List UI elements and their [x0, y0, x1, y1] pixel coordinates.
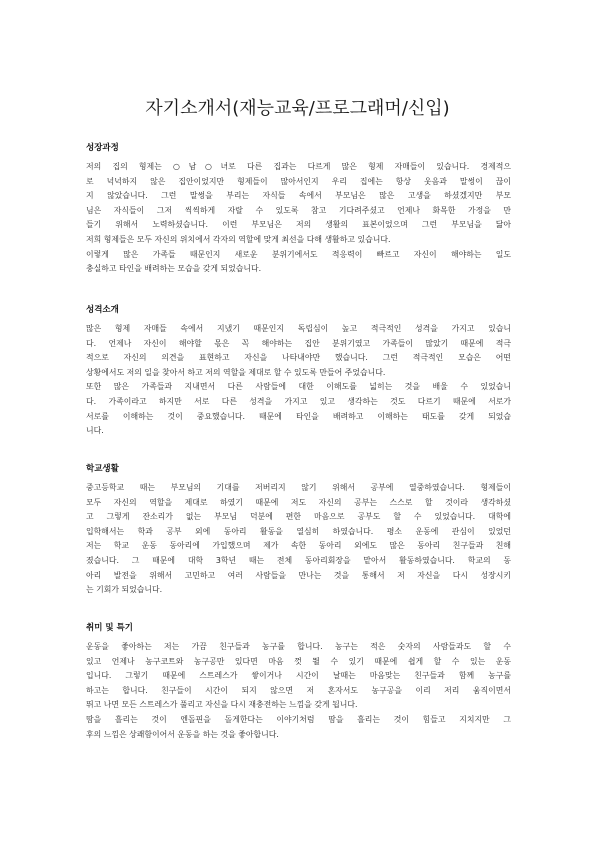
section-body-hobby [86, 640, 511, 742]
section-body-school [86, 481, 511, 598]
section-school-life [86, 463, 511, 598]
paragraph-line: 모두 자신의 역할을 제대로 하였기 때문에 저도 자신의 공부는 스스로 할 것이라 생각하셨 [86, 497, 511, 507]
paragraph-line: 지 않았습니다. 그런 말썽을 부리는 자식들 속에서 부모님은 많은 고생을 하셨겠지만 부모 [86, 191, 511, 201]
paragraph-line: 아리 발전을 위해서 고민하고 여러 사람들을 만나는 것을 통해서 저 자신을 다시 성장시키 [86, 570, 511, 580]
paragraph-line: 고 그렇게 잔소리가 없는 부모님 덕분에 편한 마음으로 공부도 할 수 있었습니다. 대학에 [86, 512, 511, 522]
paragraph-line: 저의 집의 형제는 ○남○녀로 다른 집과는 다르게 많은 형제 자매들이 있습니다. 경제적으 [86, 162, 511, 171]
paragraph-line: 중고등학교 때는 부모님의 기대를 저버리지 않기 위해서 공부에 열중하였습니다. 형제들이 [86, 483, 511, 492]
paragraph-line: 또한 많은 가족들과 지내면서 다른 사람들에 대한 이해도를 넓히는 것을 배울 수 있었습니 [86, 382, 511, 392]
paragraph-line: 졌습니다. 그 때문에 대학 3학년 때는 전체 동아리회장을 맡아서 활동하였습니다. 학교의 동 [86, 555, 511, 565]
section-body-personality [86, 322, 511, 439]
section-heading-growth: 성장과정 [86, 143, 119, 153]
paragraph-line: 적으로 자신의 의견을 표현하고 자신을 나타내야만 했습니다. 그런 적극적인 모습은 어떤 [86, 353, 511, 363]
section-hobbies-skills [86, 622, 511, 742]
paragraph-line: 운동을 좋아하는 저는 가끔 친구들과 농구를 합니다. 농구는 적은 숫자의 사람들과도 할 수 [86, 642, 511, 651]
paragraph-line: 있고 언제나 농구코트와 농구공만 있다면 마음 껏 뛸 수 있기 때문에 쉽게 할 수 있는 운동 [86, 656, 511, 666]
paragraph-line: 님은 자식들이 그저 씩씩하게 자랄 수 있도록 참고 기다려주셨고 언제나 화목한 가정을 만 [86, 205, 511, 215]
paragraph-line: 저는 학교 운동 동아리에 가입했으며 제가 속한 동아리 외에도 많은 동아리 친구들과 친해 [86, 541, 511, 551]
paragraph-line: 들기 위해서 노력하셨습니다. 이런 부모님은 저의 생활의 표본이었으며 그런 부모님을 닮아 [86, 220, 511, 230]
paragraph-line: 로 넉넉하지 않은 집안이었지만 형제들이 많아서인지 우리 집에는 항상 웃음과 말썽이 끊이 [86, 176, 511, 186]
paragraph-line: 다. 가족이라고 하지만 서로 다른 성격을 가지고 있고 생각하는 것도 다르기 때문에 서로가 [86, 396, 511, 406]
paragraph-line: 는 기회가 되었습니다. [86, 585, 163, 595]
paragraph-line: 이렇게 많은 가족들 때문인지 새로운 분위기에서도 적응력이 빠르고 자신이 해야하는 일도 [86, 249, 511, 259]
paragraph-line: 저희 형제들은 모두 자신의 위치에서 각자의 역할에 맞게 최선을 다해 생활하고 있습니다. [86, 234, 391, 244]
paragraph-line: 땀을 흘리는 것이 엔돌핀을 돌게한다는 이야기처럼 땀을 흘리는 것이 힘들고 지치지만 그 [86, 714, 511, 724]
section-personality [86, 304, 511, 439]
paragraph-line: 입니다. 그렇기 때문에 스트레스가 쌓이거나 시간이 날때는 마음맞는 친구들과 함께 농구를 [86, 671, 511, 681]
paragraph-line: 다. 언제나 자신이 해야할 몫은 꼭 해야하는 집안 분위기였고 가족들이 많았기 때문에 적극 [86, 338, 511, 348]
paragraph-line: 뛰고 나면 모든 스트레스가 풀리고 자신을 다시 재충전하는 느낌을 갖게 됩니다. [86, 700, 358, 710]
section-body-growth [86, 160, 511, 277]
paragraph-line: 하고는 합니다. 친구들이 시간이 되지 않으면 저 혼자서도 농구공을 이리 저리 움직이면서 [86, 685, 511, 695]
paragraph-line: 입학해서는 학과 공부 외에 동아리 활동을 열심히 하였습니다. 평소 운동에 관심이 있었던 [86, 526, 511, 536]
section-heading-school: 학교생활 [86, 464, 119, 474]
paragraph-line: 서로를 이해하는 것이 중요했습니다. 때문에 타인을 배려하고 이해하는 태도를 갖게 되었습 [86, 411, 511, 421]
section-heading-personality: 성격소개 [86, 305, 119, 315]
section-heading-hobby: 취미 및 특기 [86, 623, 133, 633]
paragraph-line: 충실하고 타인을 배려하는 모습을 갖게 되었습니다. [86, 264, 262, 274]
paragraph-line: 많은 형제 자매들 속에서 지냈기 때문인지 독립심이 높고 적극적인 성격을 가지고 있습니 [86, 324, 511, 333]
paragraph-line: 후의 느낌은 상쾌함이어서 운동을 하는 것을 좋아합니다. [86, 729, 279, 739]
page-title: 자기소개서(재능교육/프로그래머/신입) [145, 98, 450, 119]
paragraph-line: 상황에서도 저의 일을 찾아서 하고 저의 역할을 제대로 할 수 있도록 만들어 주었습니다. [86, 367, 386, 377]
paragraph-line: 니다. [86, 426, 104, 436]
section-growth-background [86, 142, 511, 277]
